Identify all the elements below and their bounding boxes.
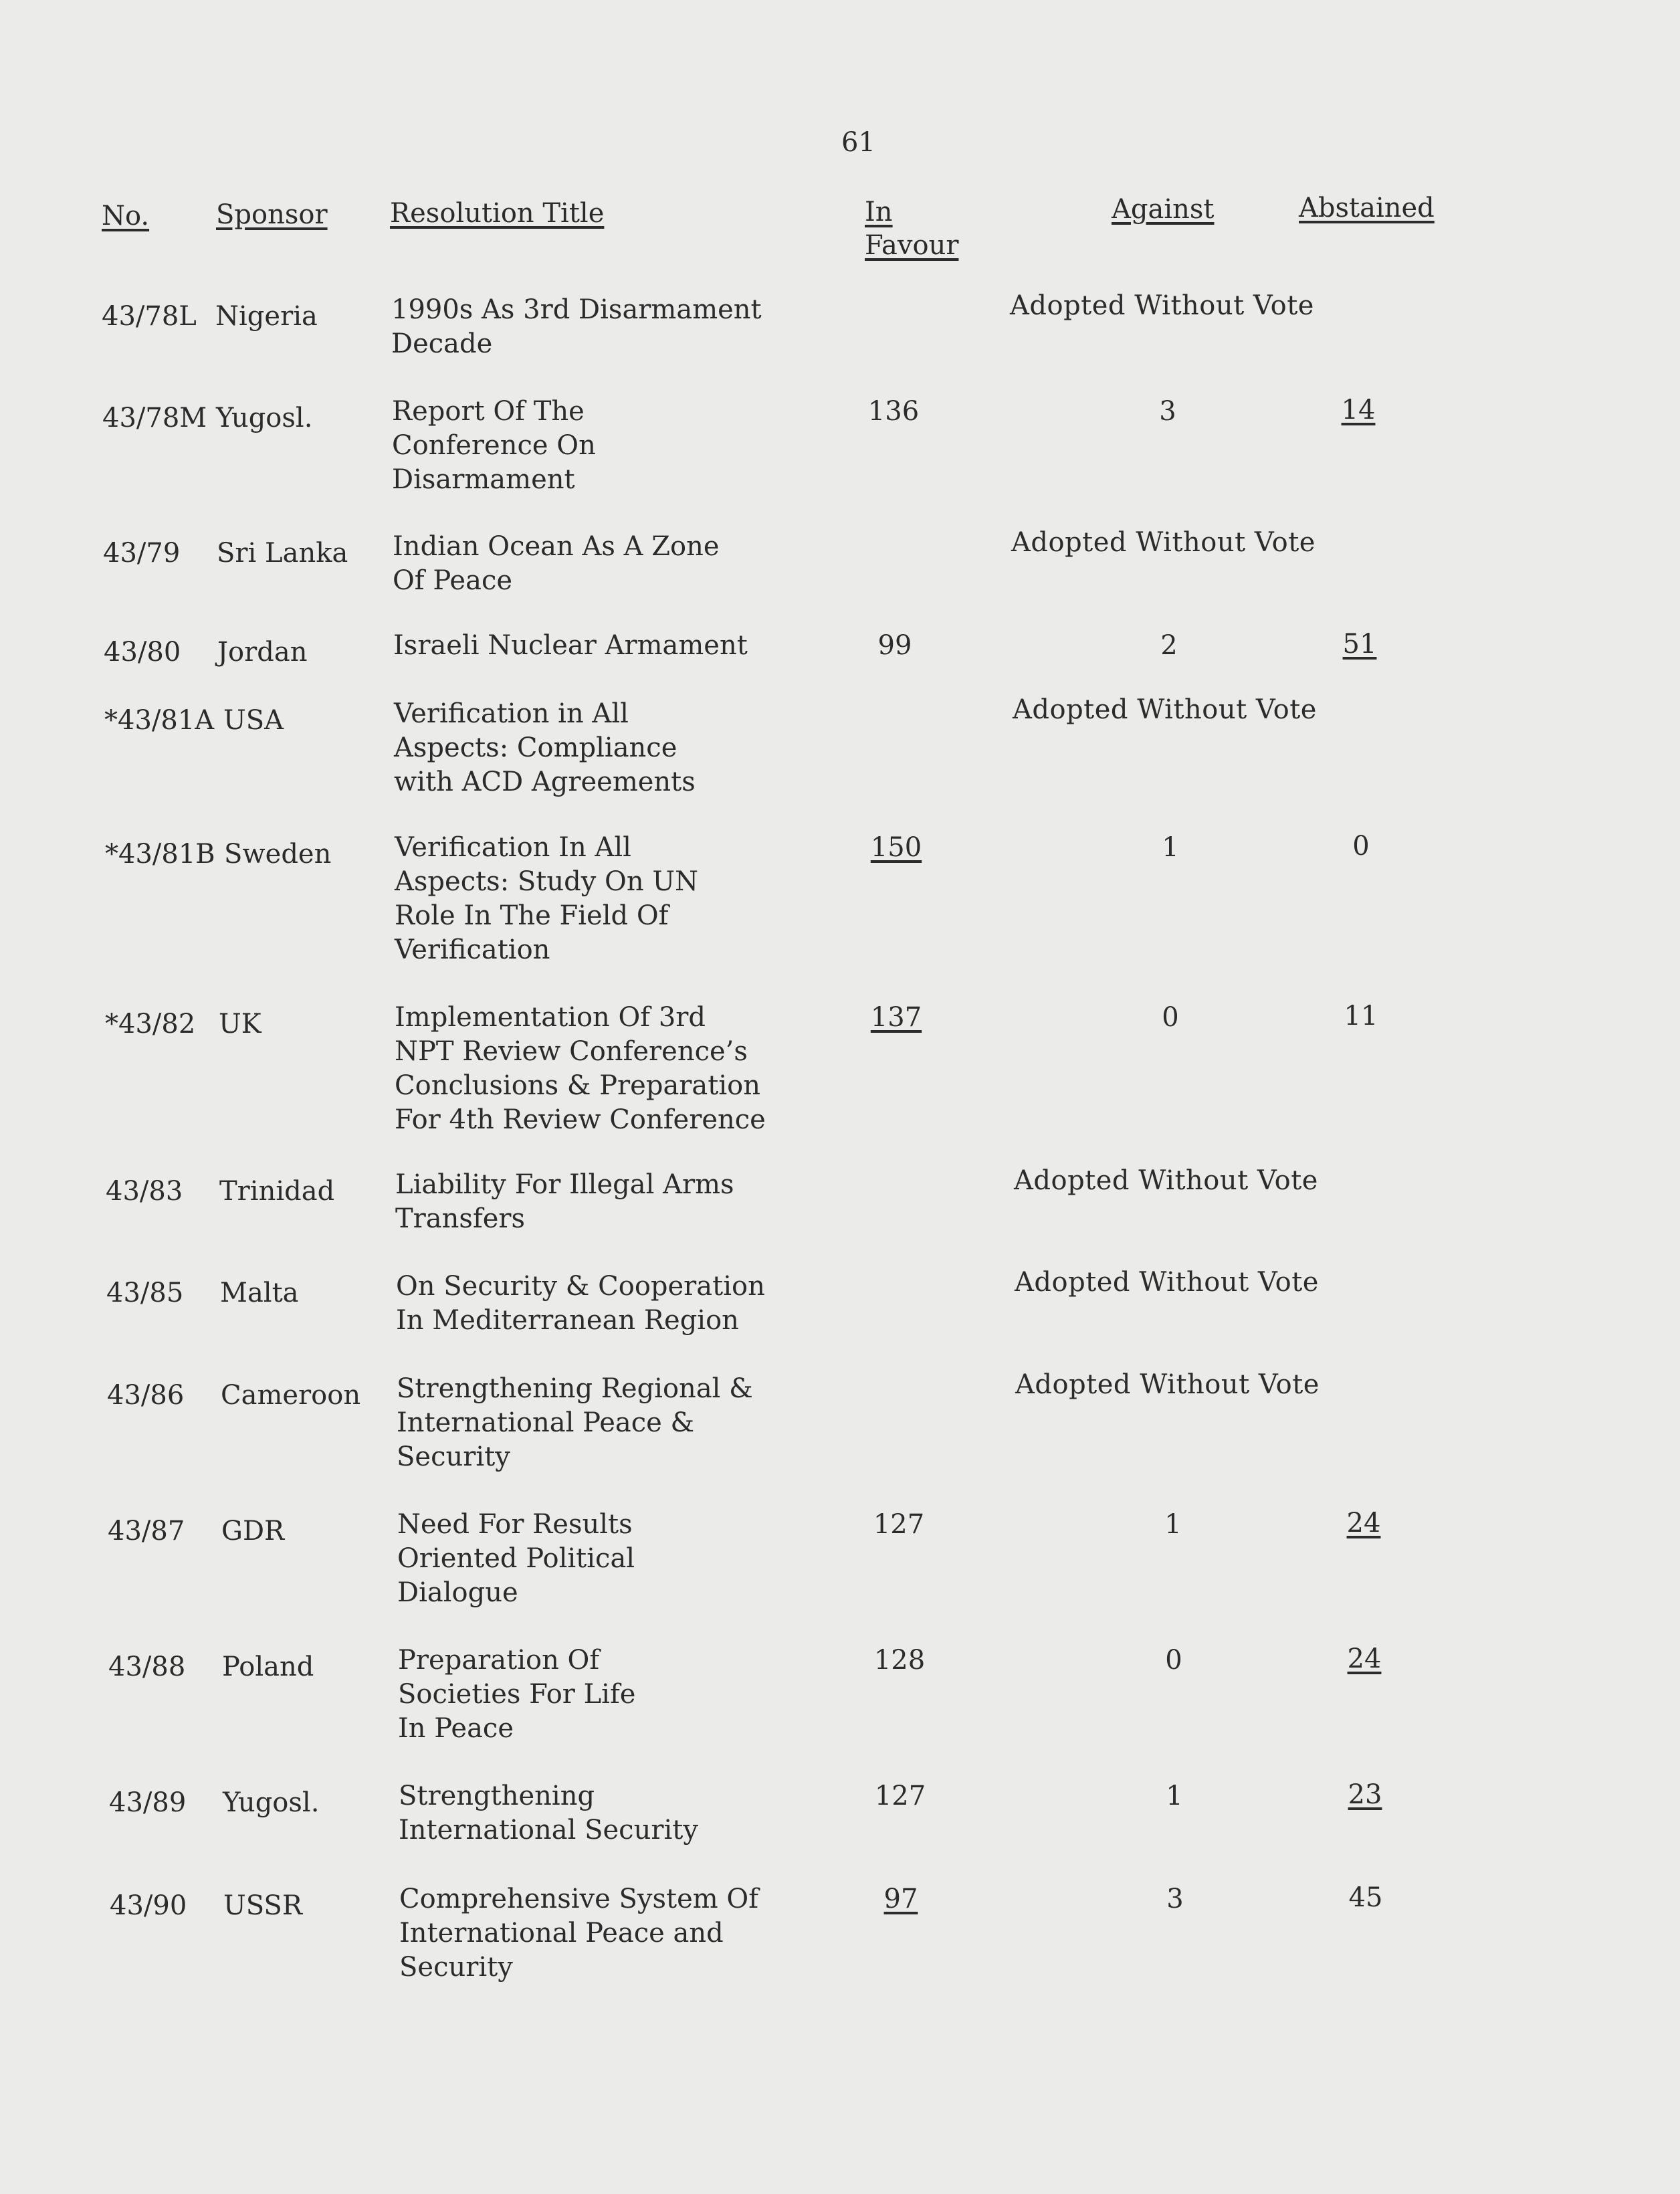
resolution-title-line: Strengthening Regional &: [397, 1373, 753, 1404]
against-count: 3: [1159, 396, 1176, 427]
in-favour-count: 128: [873, 1645, 926, 1676]
resolution-number: 43/78M: [102, 403, 207, 433]
header-in-favour-line1: In: [865, 197, 893, 227]
resolution-number: *43/82: [105, 1009, 196, 1039]
resolution-number: 43/85: [106, 1278, 184, 1308]
resolution-title: [399, 1882, 758, 1985]
against-count: 0: [1165, 1645, 1182, 1676]
resolution-title-line: International Security: [399, 1815, 698, 1846]
resolution-number: 43/78L: [102, 301, 197, 332]
header-against: Against: [1112, 194, 1215, 225]
resolution-title-line: NPT Review Conference’s: [395, 1036, 748, 1067]
resolution-number: 43/88: [108, 1652, 186, 1682]
resolution-title-line: Indian Ocean As A Zone: [393, 531, 720, 562]
resolution-title: [391, 293, 762, 361]
resolution-number: 43/89: [109, 1787, 187, 1818]
adopted-without-vote: Adopted Without Vote: [1015, 1369, 1320, 1400]
resolution-title-line: 1990s As 3rd Disarmament: [391, 294, 762, 325]
resolution-title-line: Transfers: [395, 1203, 526, 1234]
abstained-count: 14: [1341, 395, 1376, 425]
resolution-title-line: Comprehensive System Of: [399, 1884, 759, 1914]
resolution-number: *43/81B: [105, 839, 215, 870]
header-no: No.: [102, 201, 150, 231]
in-favour-count: 127: [873, 1509, 925, 1540]
resolution-title-line: Preparation Of: [398, 1645, 600, 1676]
resolution-title-line: Aspects: Compliance: [394, 732, 677, 763]
page-number: 61: [841, 127, 875, 158]
resolution-title-line: Verification In All: [395, 832, 631, 863]
sponsor-name: Malta: [220, 1278, 299, 1308]
resolution-title-line: Report Of The: [392, 396, 585, 427]
resolution-title: [399, 1779, 698, 1848]
resolution-title-line: Aspects: Study On UN: [395, 866, 699, 897]
sponsor-name: GDR: [221, 1516, 285, 1547]
header-sponsor: Sponsor: [216, 199, 328, 230]
sponsor-name: Trinidad: [219, 1176, 335, 1207]
resolution-title: [397, 1508, 635, 1610]
in-favour-count: 136: [867, 396, 920, 427]
resolution-title-line: International Peace and: [399, 1918, 724, 1949]
header-resolution-title: Resolution Title: [390, 198, 605, 229]
resolution-title-line: International Peace &: [397, 1407, 695, 1438]
resolution-number: 43/80: [104, 637, 181, 668]
resolution-title-line: Disarmament: [392, 464, 575, 495]
resolution-title: [398, 1643, 635, 1746]
abstained-count: 24: [1347, 1643, 1382, 1674]
sponsor-name: USSR: [223, 1890, 302, 1921]
resolution-number: 43/83: [106, 1176, 183, 1207]
resolution-number: *43/81A: [104, 705, 215, 736]
sponsor-name: Nigeria: [215, 301, 318, 332]
resolution-title-line: Societies For Life: [398, 1679, 636, 1710]
header-in-favour-line2: Favour: [865, 230, 959, 261]
in-favour-count: 127: [874, 1781, 926, 1811]
resolution-title-line: Verification: [395, 934, 550, 965]
header-abstained: Abstained: [1299, 193, 1435, 223]
resolution-title-line: Dialogue: [397, 1577, 518, 1608]
resolution-number: 43/79: [103, 538, 181, 569]
against-count: 1: [1162, 832, 1179, 863]
resolution-title-line: Conference On: [392, 430, 596, 461]
resolution-title-line: Decade: [391, 328, 493, 359]
resolution-title: [394, 697, 696, 799]
resolution-title: [395, 1168, 734, 1236]
sponsor-name: Poland: [222, 1652, 314, 1682]
resolution-title-line: Security: [399, 1952, 513, 1983]
resolution-number: 43/90: [110, 1890, 187, 1921]
sponsor-name: Sweden: [224, 839, 332, 870]
in-favour-count: 97: [883, 1884, 918, 1914]
resolution-title-line: For 4th Review Conference: [395, 1104, 766, 1135]
resolution-title-line: In Mediterranean Region: [396, 1305, 739, 1336]
sponsor-name: Yugosl.: [223, 1787, 320, 1818]
in-favour-count: 150: [870, 832, 922, 863]
in-favour-count: 137: [870, 1002, 922, 1033]
in-favour-count: 99: [877, 630, 912, 661]
resolution-title-line: Role In The Field Of: [395, 900, 669, 931]
adopted-without-vote: Adopted Without Vote: [1011, 527, 1316, 558]
adopted-without-vote: Adopted Without Vote: [1010, 290, 1314, 321]
sponsor-name: Yugosl.: [216, 403, 313, 433]
against-count: 1: [1166, 1781, 1183, 1811]
against-count: 3: [1166, 1884, 1184, 1914]
abstained-count: 24: [1346, 1508, 1381, 1538]
adopted-without-vote: Adopted Without Vote: [1015, 1267, 1319, 1298]
abstained-count: 0: [1352, 831, 1370, 862]
sponsor-name: Cameroon: [221, 1380, 361, 1411]
resolution-title-line: Oriented Political: [397, 1543, 635, 1574]
sponsor-name: UK: [219, 1009, 261, 1039]
abstained-count: 45: [1348, 1882, 1383, 1913]
abstained-count: 23: [1348, 1779, 1382, 1810]
against-count: 2: [1160, 630, 1178, 661]
resolution-title-line: Need For Results: [397, 1509, 633, 1540]
resolution-title: [397, 1372, 753, 1474]
resolution-title-line: Implementation Of 3rd: [395, 1002, 706, 1033]
resolution-title-line: Of Peace: [393, 565, 513, 596]
against-count: 0: [1162, 1002, 1179, 1033]
abstained-count: 11: [1344, 1001, 1378, 1031]
adopted-without-vote: Adopted Without Vote: [1014, 1165, 1318, 1196]
adopted-without-vote: Adopted Without Vote: [1013, 694, 1317, 725]
sponsor-name: Sri Lanka: [217, 538, 348, 569]
resolution-title-line: Liability For Illegal Arms: [395, 1169, 734, 1200]
resolution-title-line: Conclusions & Preparation: [395, 1070, 760, 1101]
sponsor-name: USA: [223, 705, 284, 736]
resolution-title-line: In Peace: [398, 1713, 514, 1744]
resolution-title: [396, 1270, 765, 1338]
resolution-title: [395, 831, 698, 967]
resolution-title: [393, 629, 748, 663]
resolution-title-line: Verification in All: [394, 698, 629, 729]
resolution-title: [392, 395, 596, 497]
against-count: 1: [1164, 1509, 1182, 1540]
resolution-number: 43/87: [108, 1516, 185, 1547]
resolution-title-line: Security: [397, 1441, 510, 1472]
resolution-title-line: Israeli Nuclear Armament: [393, 630, 748, 661]
resolution-title-line: On Security & Cooperation: [396, 1271, 765, 1302]
resolution-number: 43/86: [107, 1380, 185, 1411]
resolution-title-line: with ACD Agreements: [394, 767, 696, 797]
abstained-count: 51: [1342, 629, 1377, 660]
resolution-title: [395, 1001, 766, 1137]
resolution-title: [393, 530, 720, 598]
sponsor-name: Jordan: [217, 637, 308, 668]
resolution-title-line: Strengthening: [399, 1781, 595, 1811]
